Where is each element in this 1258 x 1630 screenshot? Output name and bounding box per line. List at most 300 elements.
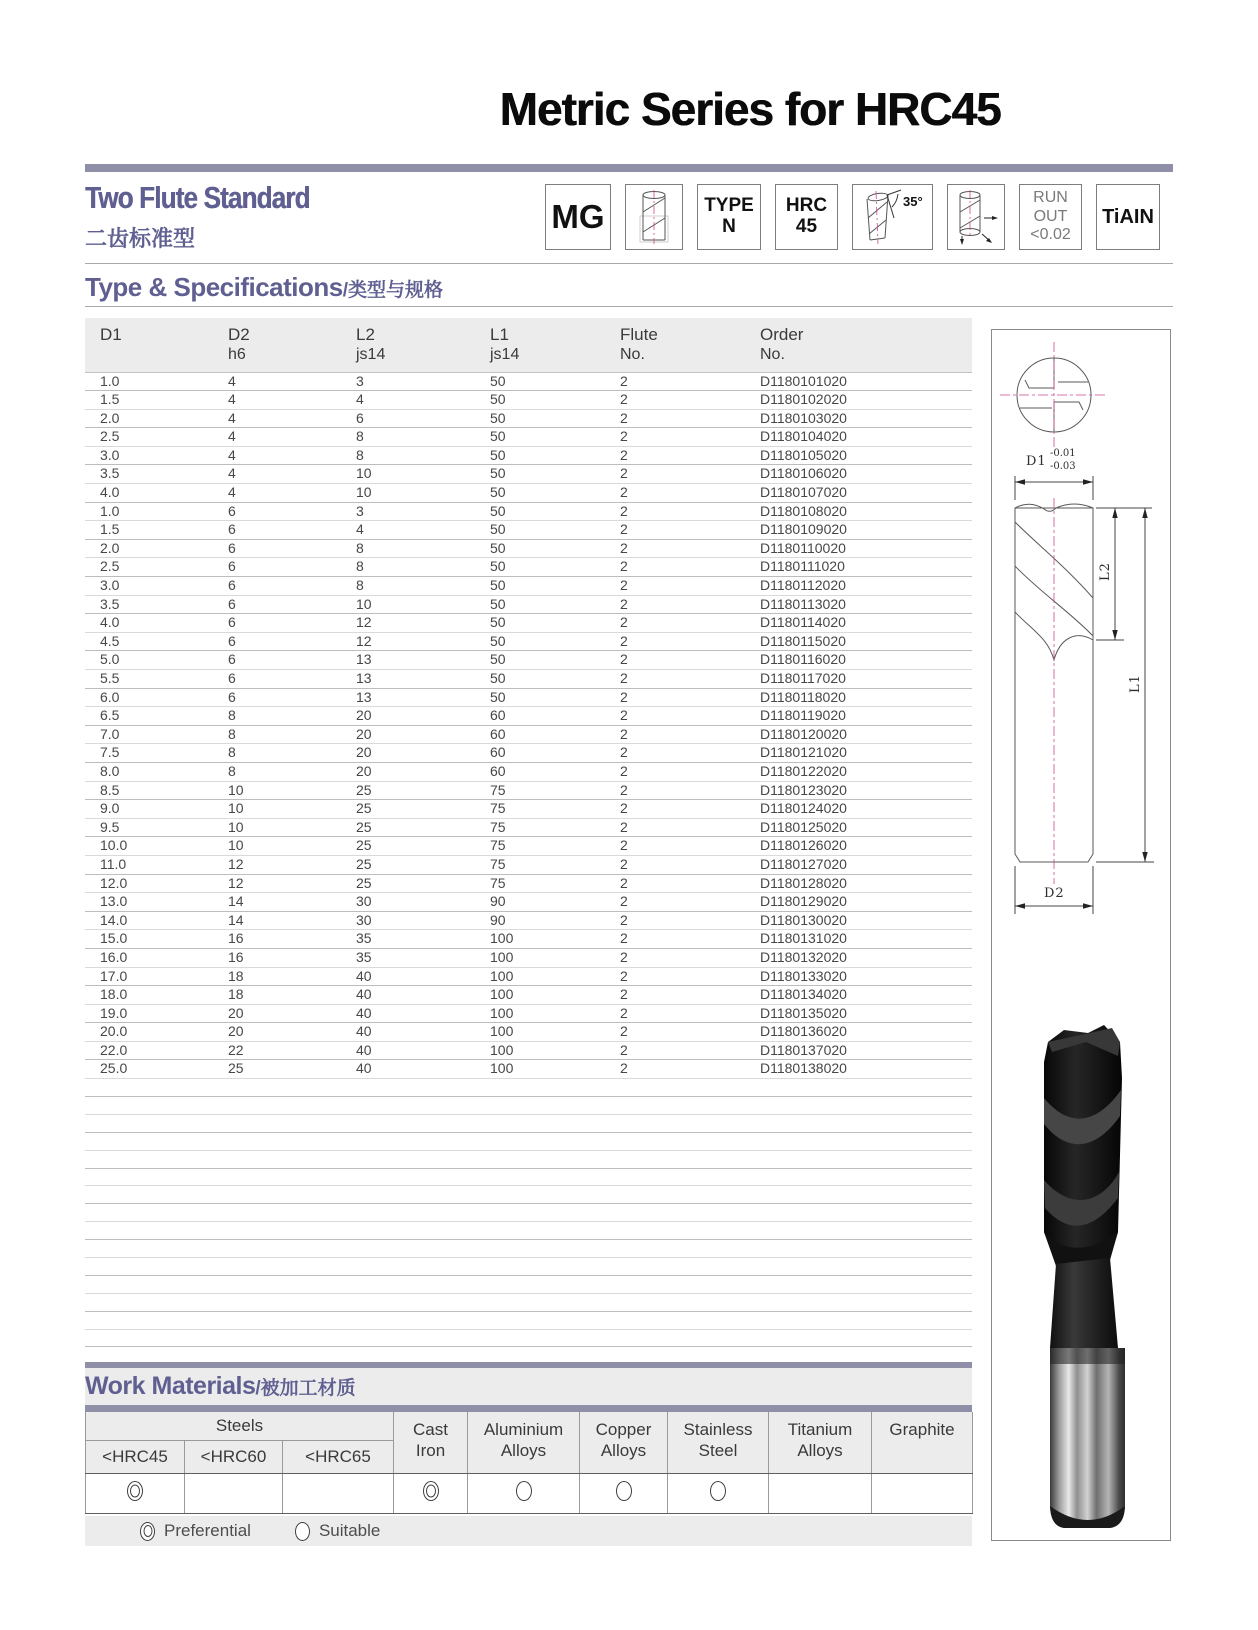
spec-cell: 8 (228, 762, 236, 779)
spec-cell: 50 (490, 521, 506, 538)
svg-text:L2: L2 (1098, 562, 1113, 581)
spec-cell: D1180137020 (760, 1041, 847, 1058)
col-header-hrc60: <HRC60 (185, 1440, 283, 1473)
spec-cell: 8 (228, 744, 236, 761)
spec-cell: 12 (228, 855, 244, 872)
table-row (85, 632, 972, 651)
spec-cell: 2 (620, 1041, 628, 1058)
spec-cell: 2 (620, 967, 628, 984)
spec-cell: 12 (356, 614, 372, 631)
centerlines (1000, 342, 1108, 448)
spec-cell: 4.0 (100, 484, 120, 501)
spec-cell: D1180118020 (760, 688, 846, 705)
l2-dimension (1096, 508, 1152, 640)
spec-cell: 2 (620, 855, 628, 872)
spec-cell: D1180128020 (760, 874, 847, 891)
spec-cell: 25 (356, 855, 372, 872)
spec-cell: 2 (620, 428, 628, 445)
spec-cell: 20 (228, 1023, 244, 1040)
empty-table-row (85, 1150, 972, 1168)
materials-divider-bar (85, 1405, 972, 1412)
helix-angle-value: 35° (902, 194, 923, 209)
spec-cell: 100 (490, 948, 514, 965)
table-row (85, 446, 972, 465)
spec-cell: 2 (620, 837, 628, 854)
spec-cell: 6.5 (100, 707, 120, 724)
spec-cell: 50 (490, 484, 506, 501)
spec-cell: D1180132020 (760, 948, 847, 965)
spec-cell: 20.0 (100, 1023, 128, 1040)
spec-cell: 25 (356, 781, 372, 798)
empty-table-row (85, 1329, 972, 1347)
spec-cell: 50 (490, 595, 506, 612)
spec-cell: 3 (356, 372, 364, 389)
spec-cell: 18 (228, 986, 244, 1003)
end-mill-drawing-and-photo (992, 330, 1170, 1540)
spec-cell: D1180123020 (760, 781, 847, 798)
spec-cell: 90 (490, 893, 506, 910)
empty-table-row (85, 1275, 972, 1293)
table-row (85, 725, 972, 744)
spec-cell: 4 (228, 465, 236, 482)
spec-cell: 16 (228, 930, 244, 947)
spec-cell: 60 (490, 762, 506, 779)
spec-cell: D1180103020 (760, 409, 847, 426)
spec-cell: 12.0 (100, 874, 128, 891)
spec-cell: 50 (490, 372, 506, 389)
table-row (85, 409, 972, 428)
spec-cell: 14.0 (100, 911, 128, 928)
table-row (85, 577, 972, 596)
spec-cell: 7.0 (100, 725, 120, 742)
preferential-symbol (423, 1481, 439, 1501)
badge-runout-diagram (947, 184, 1005, 250)
spec-cell: 100 (490, 1004, 514, 1021)
spec-cell: 50 (490, 465, 506, 482)
spec-cell: 75 (490, 818, 506, 835)
spec-cell: 8 (228, 725, 236, 742)
preferential-symbol (140, 1522, 155, 1541)
specs-heading-en: Type & Specifications (85, 272, 343, 302)
col-header-titanium-alloys: Titanium Alloys (769, 1412, 872, 1473)
spec-cell: 2 (620, 744, 628, 761)
svg-text:-0.03: -0.03 (1050, 461, 1076, 472)
spec-cell: 6 (228, 521, 236, 538)
spec-cell: 100 (490, 1041, 514, 1058)
spec-cell: 75 (490, 781, 506, 798)
table-row (85, 688, 972, 707)
suitable-symbol (295, 1522, 310, 1541)
spec-cell: 30 (356, 893, 372, 910)
spec-cell: 40 (356, 986, 372, 1003)
spec-cell: 2 (620, 874, 628, 891)
spec-cell: 6 (228, 539, 236, 556)
spec-cell: 4 (356, 391, 364, 408)
spec-cell: D1180108020 (760, 502, 847, 519)
spec-cell: 2 (620, 372, 628, 389)
spec-cell: 6 (228, 632, 236, 649)
badge-coating (1096, 184, 1160, 250)
spec-cell: D1180122020 (760, 762, 847, 779)
spec-cell: 2 (620, 391, 628, 408)
spec-cell: D1180115020 (760, 632, 846, 649)
spec-cell: 16.0 (100, 948, 128, 965)
spec-cell: 3.5 (100, 465, 120, 482)
spec-cell: 1.5 (100, 521, 120, 538)
tool-illustration-panel (991, 329, 1171, 1541)
spec-cell: D1180133020 (760, 967, 847, 984)
badge-tool-profile (625, 184, 683, 250)
material-rating-cell (668, 1473, 769, 1513)
spec-cell: 2 (620, 409, 628, 426)
spec-cell: 25 (356, 800, 372, 817)
spec-cell: 2 (620, 1060, 628, 1077)
spec-cell: 2 (620, 818, 628, 835)
col-header-l1: L1 js14 (475, 318, 605, 372)
col-header-d1: D1 (85, 318, 213, 372)
empty-table-row (85, 1079, 972, 1097)
spec-cell: 100 (490, 986, 514, 1003)
col-header-d2: D2 h6 (213, 318, 341, 372)
specs-section-heading (85, 272, 443, 303)
spec-cell: 20 (356, 707, 372, 724)
spec-cell: 12 (228, 874, 244, 891)
spec-cell: 13 (356, 670, 372, 686)
divider-line (85, 306, 1173, 307)
material-rating-cell (283, 1473, 394, 1513)
spec-cell: 10 (356, 465, 372, 482)
table-row (85, 967, 972, 986)
spec-cell: 5.5 (100, 670, 120, 686)
spec-cell: 25 (228, 1060, 244, 1077)
spec-cell: 2.0 (100, 409, 120, 426)
table-row (85, 818, 972, 837)
suitable-symbol (710, 1481, 726, 1501)
spec-cell: D1180116020 (760, 651, 846, 668)
spec-cell: 2 (620, 893, 628, 910)
spec-cell: 1.0 (100, 502, 120, 519)
empty-table-row (85, 1222, 972, 1240)
spec-cell: D1180112020 (760, 577, 846, 594)
spec-cell: D1180135020 (760, 1004, 847, 1021)
table-row (85, 595, 972, 614)
spec-cell: D1180134020 (760, 986, 847, 1003)
svg-text:D1: D1 (1026, 454, 1047, 469)
end-mill-photo (1044, 1025, 1125, 1528)
spec-cell: 25.0 (100, 1060, 128, 1077)
spec-cell: 8 (356, 577, 364, 594)
spec-cell: 10 (228, 800, 244, 817)
table-row (85, 893, 972, 912)
spec-cell: 75 (490, 874, 506, 891)
spec-cell: 50 (490, 651, 506, 668)
empty-table-row (85, 1204, 972, 1222)
spec-cell: 18.0 (100, 986, 128, 1003)
spec-cell: D1180119020 (760, 707, 846, 724)
helix-angle-icon (856, 188, 930, 246)
spec-cell: 6 (356, 409, 364, 426)
spec-cell: 50 (490, 502, 506, 519)
spec-cell: 75 (490, 855, 506, 872)
spec-cell: 2 (620, 595, 628, 612)
spec-cell: 50 (490, 391, 506, 408)
badge-hardness (775, 184, 838, 250)
spec-cell: D1180102020 (760, 391, 847, 408)
empty-table-row (85, 1114, 972, 1132)
spec-cell: 40 (356, 1041, 372, 1058)
spec-cell: 35 (356, 930, 372, 947)
spec-cell: 2 (620, 762, 628, 779)
spec-cell: 2 (620, 1023, 628, 1040)
col-header-cast-iron: Cast Iron (394, 1412, 468, 1473)
spec-cell: 2 (620, 688, 628, 705)
spec-cell: 14 (228, 911, 244, 928)
table-row (85, 539, 972, 558)
spec-cell: 50 (490, 577, 506, 594)
spec-cell: 3.5 (100, 595, 120, 612)
hardness-label: HRC (785, 195, 828, 217)
spec-cell: 20 (356, 762, 372, 779)
spec-cell: 6 (228, 577, 236, 594)
spec-cell: 25 (356, 818, 372, 835)
spec-cell: 4 (228, 446, 236, 463)
spec-cell: 22 (228, 1041, 244, 1058)
table-row (85, 502, 972, 521)
col-header-order: Order No. (745, 318, 972, 372)
spec-table-header-row (85, 318, 972, 372)
spec-cell: 15.0 (100, 930, 128, 947)
materials-heading-en: Work Materials (85, 1372, 256, 1400)
table-row (85, 762, 972, 781)
col-header-l2: L2 js14 (341, 318, 475, 372)
spec-cell: 2 (620, 558, 628, 575)
spec-cell: 60 (490, 725, 506, 742)
badge-type (697, 184, 761, 250)
spec-cell: D1180110020 (760, 539, 846, 556)
spec-cell: 2 (620, 707, 628, 724)
col-header-stainless-steel: Stainless Steel (668, 1412, 769, 1473)
spec-cell: D1180117020 (760, 670, 846, 686)
table-row (85, 911, 972, 930)
header-divider-bar (85, 164, 1173, 172)
spec-cell: 2.0 (100, 539, 120, 556)
table-row (85, 930, 972, 949)
svg-text:-0.01: -0.01 (1050, 448, 1076, 459)
spec-cell: 17.0 (100, 967, 128, 984)
badge-material-grade (545, 184, 611, 250)
spec-cell: D1180114020 (760, 614, 846, 631)
table-row (85, 948, 972, 967)
spec-cell: 4 (228, 372, 236, 389)
spec-cell: D1180131020 (760, 930, 847, 947)
steels-group-header: Steels (86, 1412, 394, 1440)
spec-cell: 30 (356, 911, 372, 928)
legend-suitable-label: Suitable (318, 1521, 381, 1540)
spec-cell: 10 (228, 837, 244, 854)
spec-cell: 6 (228, 595, 236, 612)
spec-cell: 50 (490, 670, 506, 686)
spec-cell: 20 (356, 725, 372, 742)
spec-cell: 3.0 (100, 446, 120, 463)
empty-table-row (85, 1311, 972, 1329)
spec-cell: D1180107020 (760, 484, 847, 501)
type-value: N (722, 216, 736, 237)
spec-cell: D1180111020 (760, 558, 845, 575)
spec-cell: 8 (356, 428, 364, 445)
spec-cell: 50 (490, 539, 506, 556)
table-row (85, 651, 972, 670)
spec-badges (545, 184, 1160, 250)
runout-label-1: RUN (1033, 188, 1068, 206)
spec-cell: 3.0 (100, 577, 120, 594)
spec-cell: 60 (490, 707, 506, 724)
legend-preferential (140, 1521, 251, 1541)
materials-heading-cn: /被加工材质 (255, 1378, 356, 1399)
spec-cell: D1180105020 (760, 446, 847, 463)
materials-data-row (86, 1473, 973, 1513)
spec-cell: D1180104020 (760, 428, 847, 445)
spec-cell: 75 (490, 837, 506, 854)
spec-cell: 18 (228, 967, 244, 984)
empty-table-row (85, 1186, 972, 1204)
empty-table-row (85, 1293, 972, 1311)
spec-cell: 13.0 (100, 893, 128, 910)
rating-legend (85, 1516, 972, 1546)
runout-value: <0.02 (1030, 226, 1071, 244)
spec-cell: 8 (228, 707, 236, 724)
suitable-symbol (616, 1481, 632, 1501)
badge-helix-angle (852, 184, 933, 250)
spec-cell: 9.5 (100, 818, 120, 835)
spec-cell: 100 (490, 1060, 514, 1077)
spec-cell: 4 (228, 484, 236, 501)
spec-cell: 90 (490, 911, 506, 928)
material-rating-cell (580, 1473, 668, 1513)
material-rating-cell (86, 1473, 185, 1513)
table-row (85, 855, 972, 874)
spec-cell: 10 (356, 595, 372, 612)
empty-table-row (85, 1168, 972, 1186)
spec-cell: D1180138020 (760, 1060, 847, 1077)
spec-cell: 8.0 (100, 762, 120, 779)
material-grade-label: MG (551, 197, 605, 235)
material-rating-cell (769, 1473, 872, 1513)
spec-cell: 10 (356, 484, 372, 501)
spec-cell: 40 (356, 1023, 372, 1040)
spec-cell: D1180130020 (760, 911, 847, 928)
spec-cell: 1.0 (100, 372, 120, 389)
spec-table-body (85, 372, 972, 1401)
materials-section-heading (85, 1368, 972, 1405)
table-row (85, 874, 972, 893)
spec-cell: 100 (490, 930, 514, 947)
col-header-flute: Flute No. (605, 318, 745, 372)
specs-heading-cn: /类型与规格 (342, 280, 444, 301)
end-mill-side-icon (632, 188, 676, 246)
spec-cell: 2 (620, 577, 628, 594)
table-row (85, 781, 972, 800)
spec-cell: 2 (620, 930, 628, 947)
spec-table (85, 318, 972, 1401)
type-label: TYPE (704, 195, 754, 217)
spec-cell: 2 (620, 781, 628, 798)
page-title: Metric Series for HRC45 (499, 83, 1001, 135)
spec-cell: 20 (356, 744, 372, 761)
spec-cell: D1180129020 (760, 893, 847, 910)
spec-cell: 6 (228, 670, 236, 686)
spec-cell: 2.5 (100, 428, 120, 445)
spec-cell: D1180124020 (760, 800, 847, 817)
spec-cell: D1180121020 (760, 744, 847, 761)
runout-direction-icon (948, 188, 1004, 246)
spec-cell: 6 (228, 502, 236, 519)
spec-cell: 20 (228, 1004, 244, 1021)
svg-text:D2: D2 (1044, 886, 1065, 901)
spec-cell: 4.5 (100, 632, 120, 649)
spec-cell: 6 (228, 688, 236, 705)
table-row (85, 1060, 972, 1079)
product-name-cn: 二齿标准型 (85, 226, 196, 251)
spec-cell: 2 (620, 632, 628, 649)
work-materials-table (85, 1412, 973, 1514)
spec-cell: D1180113020 (760, 595, 846, 612)
divider-line (85, 263, 1173, 264)
spec-cell: D1180106020 (760, 465, 847, 482)
spec-cell: 10 (228, 818, 244, 835)
spec-cell: 14 (228, 893, 244, 910)
spec-cell: 6 (228, 558, 236, 575)
spec-cell: 13 (356, 651, 372, 668)
spec-cell: 2.5 (100, 558, 120, 575)
spec-cell: 2 (620, 446, 628, 463)
spec-cell: 100 (490, 1023, 514, 1040)
legend-suitable (295, 1521, 380, 1541)
table-row (85, 391, 972, 410)
spec-cell: 75 (490, 800, 506, 817)
spec-cell: 10 (228, 781, 244, 798)
spec-cell: 2 (620, 465, 628, 482)
spec-cell: 16 (228, 948, 244, 965)
spec-cell: 5.0 (100, 651, 120, 668)
table-row (85, 372, 972, 391)
spec-cell: 6.0 (100, 688, 120, 705)
spec-cell: 50 (490, 614, 506, 631)
spec-cell: 2 (620, 725, 628, 742)
table-row (85, 1023, 972, 1042)
table-row (85, 800, 972, 819)
spec-cell: 3 (356, 502, 364, 519)
coating-label: TiAIN (1102, 206, 1154, 228)
spec-cell: 50 (490, 428, 506, 445)
table-row (85, 707, 972, 726)
spec-cell: 2 (620, 502, 628, 519)
spec-cell: 9.0 (100, 800, 120, 817)
spec-cell: 50 (490, 632, 506, 649)
spec-cell: 4 (228, 428, 236, 445)
spec-cell: 7.5 (100, 744, 120, 761)
col-header-aluminium-alloys: Aluminium Alloys (468, 1412, 580, 1473)
spec-cell: 8.5 (100, 781, 120, 798)
spec-cell: 8 (356, 446, 364, 463)
empty-table-row (85, 1132, 972, 1150)
spec-cell: 50 (490, 688, 506, 705)
spec-cell: 4 (356, 521, 364, 538)
table-row (85, 986, 972, 1005)
spec-cell: 2 (620, 651, 628, 668)
legend-preferential-label: Preferential (164, 1521, 251, 1540)
spec-cell: D1180125020 (760, 818, 847, 835)
spec-cell: D1180120020 (760, 725, 847, 742)
